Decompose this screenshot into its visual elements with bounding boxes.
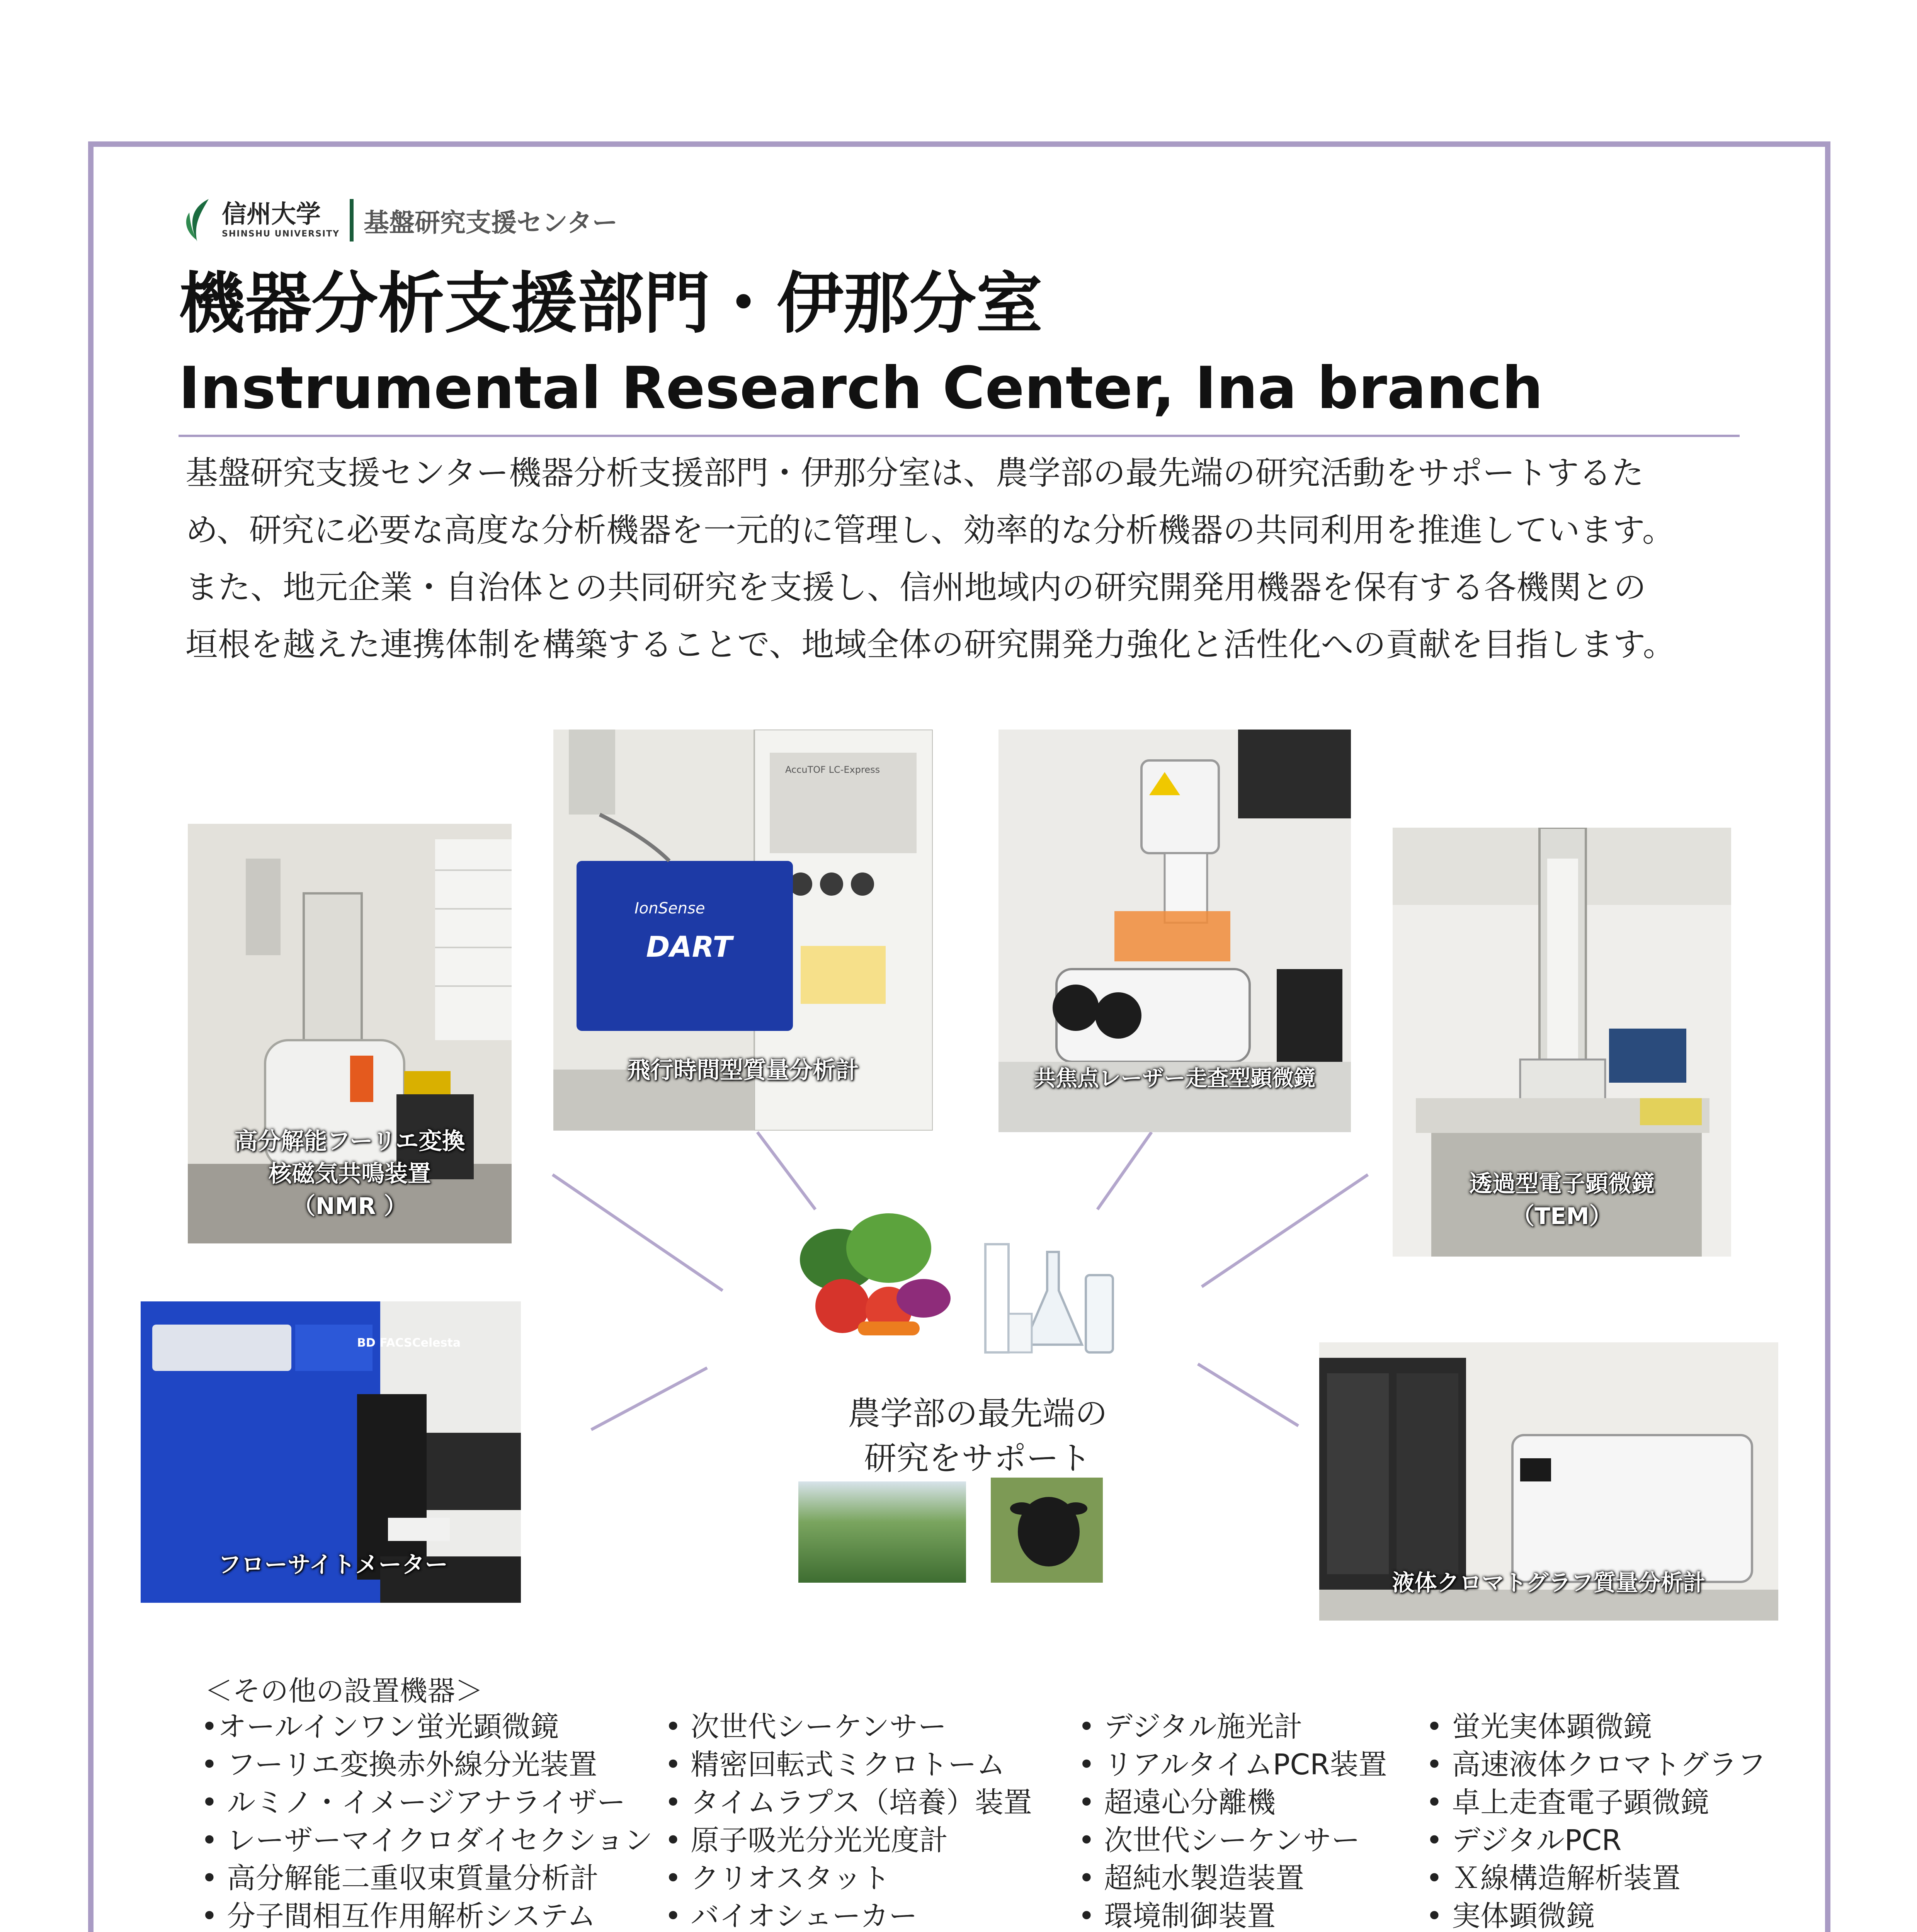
- equipment-item: • Ｘ線構造解析装置: [1426, 1862, 1681, 1895]
- university-name-en: SHINSHU UNIVERSITY: [222, 229, 340, 239]
- flow-caption: フローサイトメーター: [218, 1551, 448, 1578]
- equipment-item: • ルミノ・イメージアナライザー: [201, 1786, 626, 1819]
- confocal-photo: [998, 730, 1351, 1132]
- equipment-item: • 卓上走査電子顕微鏡: [1426, 1786, 1709, 1819]
- equipment-item: • タイムラプス（培養）装置: [665, 1786, 1032, 1819]
- tem-photo: [1393, 828, 1731, 1257]
- equipment-column-2: [665, 1708, 1032, 1932]
- equipment-item: • 分子間相互作用解析システム: [201, 1900, 596, 1932]
- equipment-item: • 次世代シーケンサー: [665, 1710, 947, 1743]
- tem-caption-line: （TEM）: [1511, 1203, 1613, 1230]
- connector-line: [1202, 1175, 1368, 1287]
- connector-line: [553, 1175, 723, 1291]
- equipment-item: • 次世代シーケンサー: [1078, 1824, 1360, 1857]
- center-label: [796, 1391, 1159, 1481]
- connector-line: [1198, 1364, 1298, 1426]
- equipment-item: • デジタル施光計: [1078, 1710, 1303, 1743]
- intro-line: 垣根を越えた連携体制を構築することで、地域全体の研究開発力強化と活性化への貢献を目指します。: [185, 626, 1675, 663]
- equipment-item: • 高分解能二重収束質量分析計: [201, 1862, 599, 1895]
- forest-image: [798, 1481, 966, 1583]
- intro-line: また、地元企業・自治体との共同研究を支援し、信州地域内の研究開発用機器を保有する各機関との: [185, 568, 1647, 606]
- lcms-photo: [1319, 1342, 1778, 1621]
- nmr-caption: [188, 1125, 512, 1223]
- center-label-line: 農学部の最先端の: [847, 1395, 1107, 1432]
- glassware-image: [962, 1198, 1124, 1360]
- intro-line: め、研究に必要な高度な分析機器を一元的に管理し、効率的な分析機器の共同利用を推進しています。: [185, 511, 1675, 549]
- tof-caption: 飛行時間型質量分析計: [627, 1057, 859, 1084]
- tof-photo: [553, 730, 933, 1131]
- equipment-item: • 原子吸光分光光度計: [665, 1824, 948, 1857]
- equipment-item: • フーリエ変換赤外線分光装置: [201, 1748, 597, 1781]
- equipment-column-1: [201, 1708, 653, 1932]
- equipment-item: • デジタルPCR: [1426, 1824, 1622, 1857]
- equipment-item: • クリオスタット: [665, 1862, 890, 1895]
- cattle-icon: [991, 1478, 1103, 1583]
- equipment-item: • 蛍光実体顕微鏡: [1426, 1710, 1652, 1743]
- other-equipment-heading: ＜その他の設置機器＞: [205, 1675, 483, 1707]
- dart-label: DART: [646, 930, 732, 964]
- glassware-icon: [962, 1198, 1124, 1360]
- vegetables-image: [796, 1206, 958, 1352]
- nmr-caption-line: （NMR ）: [292, 1193, 407, 1220]
- vegetables-icon: [796, 1206, 958, 1352]
- dart-brand-label: IonSense: [634, 900, 705, 917]
- lcms-caption: 液体クロマトグラフ質量分析計: [1392, 1570, 1706, 1596]
- equipment-item: • 超純水製造装置: [1078, 1862, 1305, 1895]
- connector-line: [757, 1132, 815, 1209]
- nmr-photo: [188, 824, 512, 1243]
- nmr-caption-line: 高分解能フーリエ変換: [234, 1128, 465, 1155]
- confocal-caption: 共焦点レーザー走査型顕微鏡: [1034, 1066, 1315, 1091]
- equipment-item: •オールインワン蛍光顕微鏡: [201, 1710, 559, 1743]
- equipment-item: • 環境制御装置: [1078, 1900, 1276, 1932]
- equipment-item: • 精密回転式ミクロトーム: [665, 1748, 1005, 1781]
- university-name-ja: 信州大学: [222, 200, 321, 229]
- tem-caption: [1393, 1168, 1731, 1233]
- page-title-ja: 機器分析支援部門・伊那分室: [179, 265, 1043, 342]
- nmr-caption-line: 核磁気共鳴装置: [269, 1160, 431, 1187]
- page-title-en: Instrumental Research Center, Ina branch: [179, 355, 1543, 422]
- equipment-column-4: [1426, 1708, 1766, 1932]
- center-label-line: 研究をサポート: [864, 1439, 1091, 1477]
- equipment-item: • レーザーマイクロダイセクション: [201, 1824, 653, 1857]
- equipment-item: • リアルタイムPCR装置: [1078, 1748, 1387, 1781]
- intro-line: 基盤研究支援センター機器分析支援部門・伊那分室は、農学部の最先端の研究活動をサポートするた: [185, 454, 1644, 492]
- equipment-item: • バイオシェーカー: [665, 1900, 917, 1932]
- equipment-item: • 実体顕微鏡: [1426, 1900, 1595, 1932]
- accutof-label: AccuTOF LC-Express: [785, 764, 880, 775]
- equipment-column-3: [1078, 1708, 1387, 1932]
- connector-line: [591, 1368, 707, 1430]
- tem-caption-line: 透過型電子顕微鏡: [1469, 1170, 1655, 1197]
- equipment-item: • 超遠心分離機: [1078, 1786, 1276, 1819]
- bd-facs-label: BD FACSCelesta: [357, 1336, 461, 1350]
- center-name: 基盤研究支援センター: [364, 207, 618, 238]
- flow-cytometer-photo: [141, 1301, 521, 1603]
- equipment-item: • 高速液体クロマトグラフ: [1426, 1748, 1766, 1781]
- cattle-image: [991, 1478, 1103, 1583]
